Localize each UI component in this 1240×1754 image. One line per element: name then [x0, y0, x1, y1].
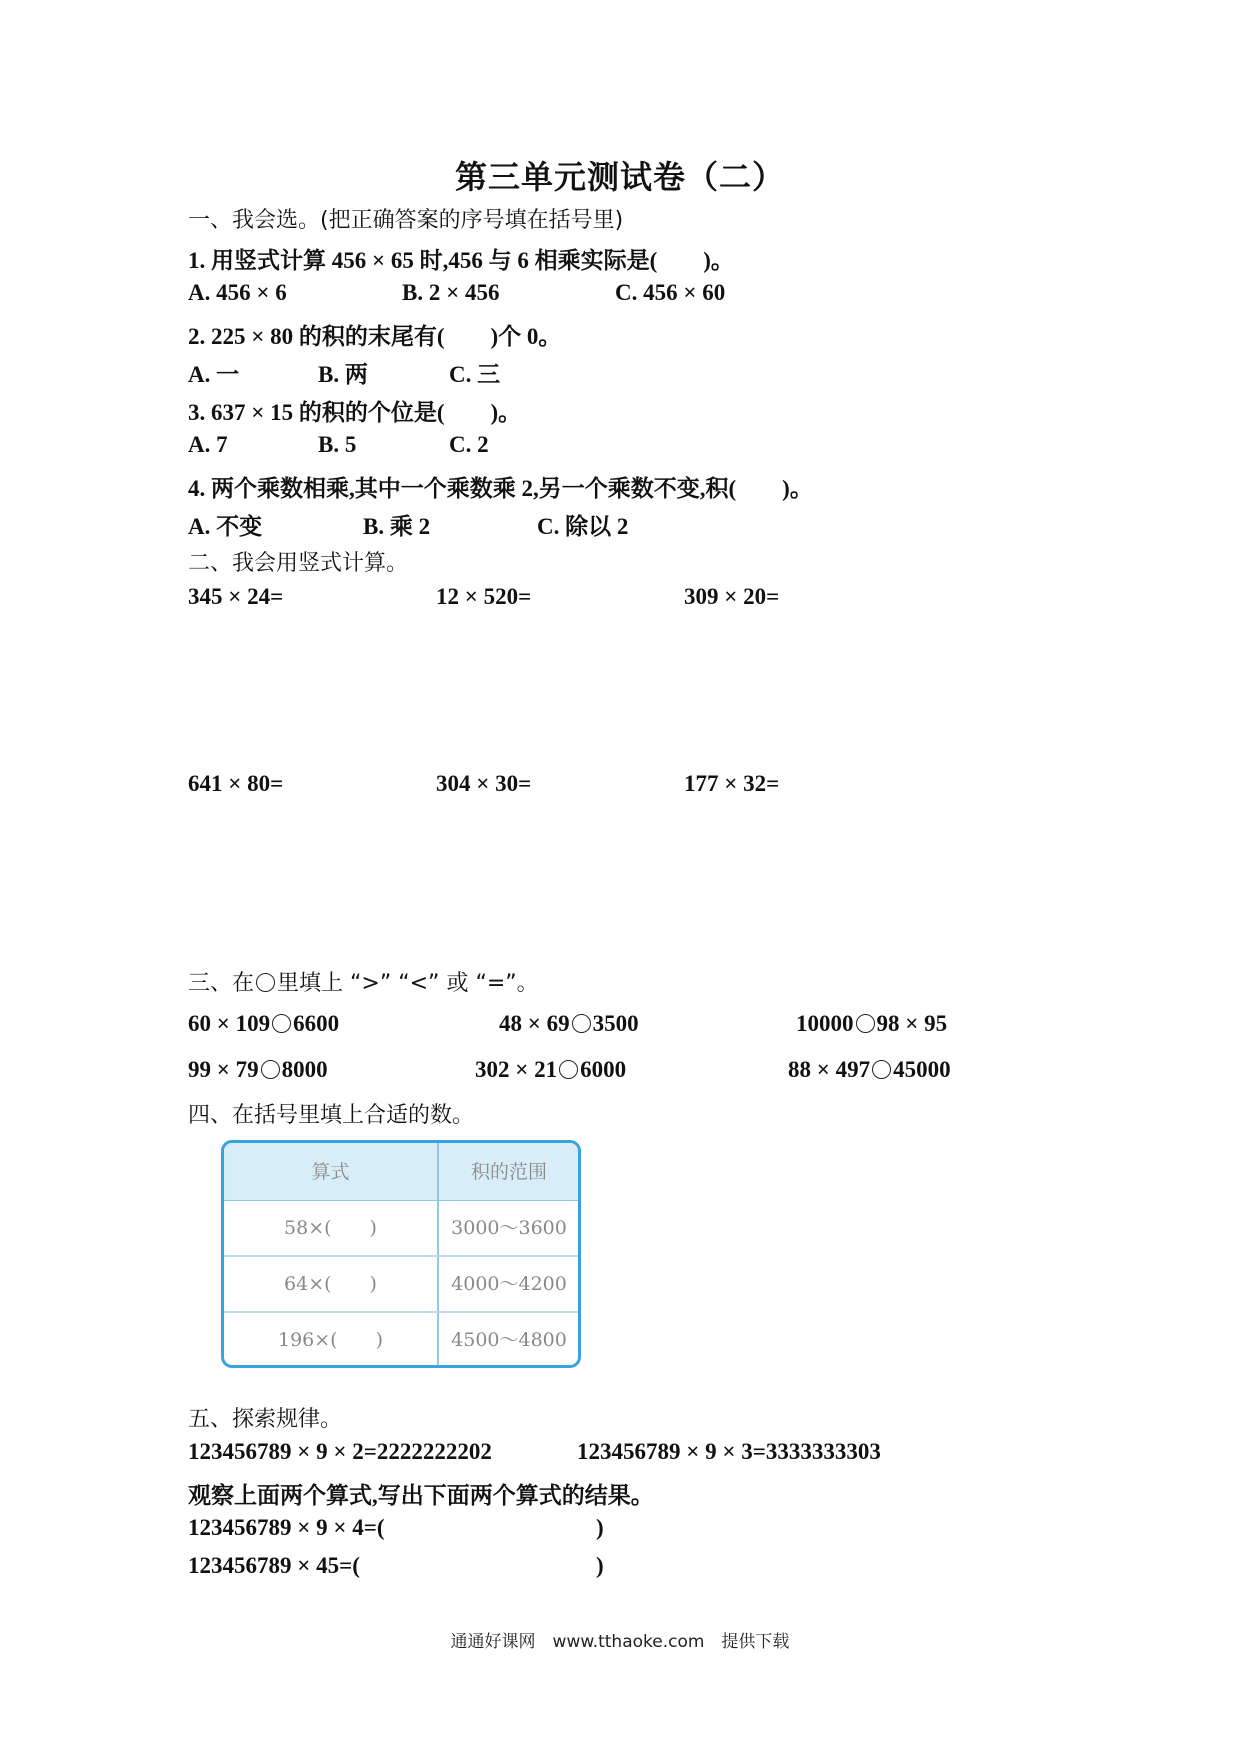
- compare-item-6: [788, 1057, 951, 1083]
- pattern-question-2: 123456789 × 45=(: [188, 1553, 360, 1578]
- vertical-calc-2: 12 × 520=: [436, 584, 532, 609]
- pattern-example-1: 123456789 × 9 × 2=2222222202: [188, 1439, 492, 1464]
- question-3-option-a: A. 7: [188, 432, 228, 457]
- question-4-option-a: A. 不变: [188, 514, 263, 539]
- compare-item-1: [188, 1011, 339, 1037]
- compare-right: 8000: [281, 1057, 328, 1082]
- compare-circle-icon: [256, 973, 275, 992]
- compare-right: 3500: [592, 1011, 639, 1036]
- question-4-option-b: B. 乘 2: [363, 514, 431, 539]
- question-1-option-a: A. 456 × 6: [188, 280, 287, 305]
- table-cell-expression[interactable]: 196×( ): [277, 1329, 383, 1351]
- question-1-option-b: B. 2 × 456: [402, 280, 500, 305]
- compare-blank-circle[interactable]: [261, 1060, 280, 1079]
- compare-left: 302 × 21: [475, 1057, 558, 1082]
- question-2-stem: 2. 225 × 80 的积的末尾有( )个 0。: [188, 324, 562, 349]
- question-2-option-a: A. 一: [188, 362, 240, 387]
- question-2-option-b: B. 两: [318, 362, 368, 387]
- table-cell-range: 3000～3600: [451, 1217, 567, 1239]
- compare-left: 88 × 497: [788, 1057, 871, 1082]
- compare-right: 98 × 95: [876, 1011, 948, 1036]
- section-1-heading: [188, 203, 623, 234]
- table-cell-range: 4000～4200: [451, 1273, 567, 1295]
- page-title: 第三单元测试卷（二）: [454, 158, 785, 196]
- pattern-question-1: 123456789 × 9 × 4=(: [188, 1515, 385, 1540]
- table-header-expression: 算式: [311, 1161, 350, 1183]
- compare-blank-circle[interactable]: [872, 1060, 891, 1079]
- vertical-calc-1: 345 × 24=: [188, 584, 284, 609]
- footer-credit: 通通好课网 www.tthaoke.com 提供下载: [450, 1632, 790, 1652]
- compare-item-4: [188, 1057, 328, 1083]
- table-header-range: 积的范围: [470, 1161, 547, 1183]
- section-3-heading-end: 里填上 “>” “<” 或 “=”。: [277, 971, 539, 996]
- table-cell-expression[interactable]: 58×( ): [284, 1217, 377, 1239]
- vertical-calc-6: 177 × 32=: [684, 771, 780, 796]
- compare-blank-circle[interactable]: [559, 1060, 578, 1079]
- section-4-heading: 四、在括号里填上合适的数。: [188, 1103, 475, 1128]
- pattern-instruction: 观察上面两个算式,写出下面两个算式的结果。: [188, 1483, 654, 1508]
- compare-left: 60 × 109: [188, 1011, 271, 1036]
- compare-right: 6000: [580, 1057, 627, 1082]
- question-3-option-b: B. 5: [318, 432, 357, 457]
- compare-right: 45000: [893, 1057, 951, 1082]
- table-cell-range: 4500～4800: [451, 1329, 567, 1351]
- compare-left: 10000: [796, 1011, 854, 1036]
- question-1-stem: 1. 用竖式计算 456 × 65 时,456 与 6 相乘实际是( )。: [188, 248, 734, 273]
- compare-blank-circle[interactable]: [856, 1014, 875, 1033]
- section-3-heading-start: 三、在: [188, 971, 255, 996]
- compare-item-2: [499, 1011, 639, 1037]
- pattern-example-2: 123456789 × 9 × 3=3333333303: [577, 1439, 881, 1464]
- vertical-calc-5: 304 × 30=: [436, 771, 532, 796]
- compare-blank-circle[interactable]: [272, 1014, 291, 1033]
- question-4-option-c: C. 除以 2: [537, 514, 629, 539]
- question-1-option-c: C. 456 × 60: [615, 280, 726, 305]
- section-2-heading: 二、我会用竖式计算。: [188, 551, 409, 576]
- question-3-stem: 3. 637 × 15 的积的个位是( )。: [188, 400, 522, 425]
- range-table: [221, 1140, 581, 1368]
- vertical-calc-4: 641 × 80=: [188, 771, 284, 796]
- question-2-option-c: C. 三: [449, 362, 501, 387]
- compare-item-5: [475, 1057, 626, 1083]
- compare-item-3: [796, 1011, 947, 1037]
- question-3-option-c: C. 2: [449, 432, 489, 457]
- section-3-heading: [188, 966, 539, 997]
- compare-blank-circle[interactable]: [572, 1014, 591, 1033]
- pattern-question-1-close: ): [596, 1515, 604, 1540]
- compare-left: 48 × 69: [499, 1011, 570, 1036]
- compare-left: 99 × 79: [188, 1057, 259, 1082]
- compare-right: 6600: [293, 1011, 340, 1036]
- vertical-calc-3: 309 × 20=: [684, 584, 780, 609]
- section-1-heading-text: 一、我会选。(把正确答案的序号填在括号里): [188, 208, 624, 233]
- pattern-question-2-close: ): [596, 1553, 604, 1578]
- table-cell-expression[interactable]: 64×( ): [284, 1273, 377, 1295]
- section-5-heading: 五、探索规律。: [188, 1407, 343, 1432]
- question-4-stem: 4. 两个乘数相乘,其中一个乘数乘 2,另一个乘数不变,积( )。: [188, 476, 813, 501]
